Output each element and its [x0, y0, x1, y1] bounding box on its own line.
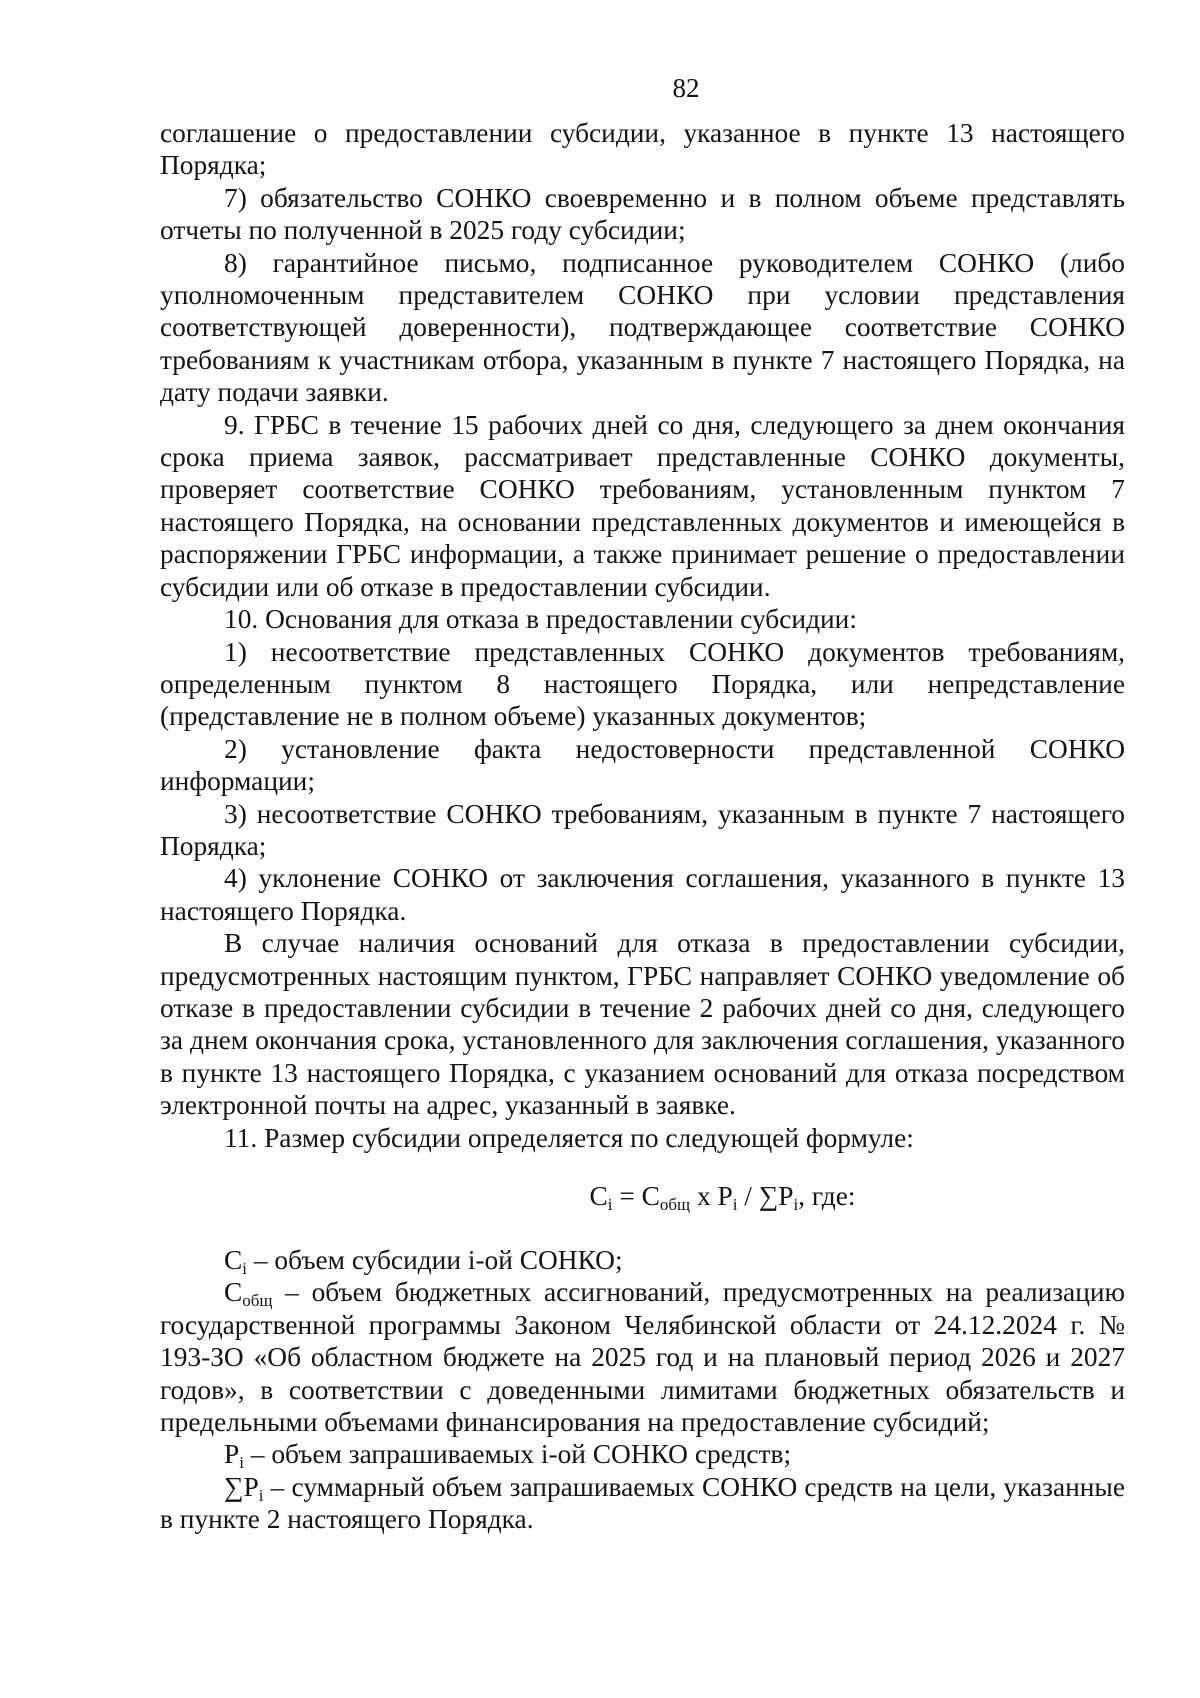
- definition-pi-sub: i: [239, 1453, 244, 1473]
- formula-sub-i-2: i: [732, 1194, 738, 1214]
- formula-eq: = C: [612, 1181, 660, 1211]
- definition-ci-sub: i: [242, 1258, 247, 1278]
- formula-c: C: [589, 1181, 608, 1211]
- paragraph-refusal-4: 4) уклонение СОНКО от заключения соглашения, указанного в пункте 13 настоящего Порядка.: [160, 863, 1125, 926]
- formula-sub-i-3: i: [793, 1194, 799, 1214]
- definition-pi-text: – объем запрашиваемых i-ой СОНКО средств;: [243, 1439, 792, 1470]
- paragraph-section-9: 9. ГРБС в течение 15 рабочих дней со дня, следующего за днем окончания срока приема заявок, рассматривает представленные СОНКО документы, проверяет соответствие СОНКО требованиям, установленным пунктом 7 настоящего Порядка, на основании представленных документов и имеющейся в распоряжении ГРБС информации, а также принимает решение о предоставлении субсидии или об отказе в предоставлении субсидии.: [160, 409, 1125, 602]
- paragraph-item-7: 7) обязательство СОНКО своевременно и в полном объеме представлять отчеты по полученной в 2025 году субсидии;: [160, 182, 1125, 246]
- formula-sub-i: i: [607, 1194, 613, 1214]
- paragraph-agreement-continuation: соглашение о предоставлении субсидии, указанное в пункте 13 настоящего Порядка;: [160, 118, 1125, 181]
- paragraph-refusal-notice: В случае наличия оснований для отказа в предоставлении субсидии, предусмотренных настоящим пунктом, ГРБС направляет СОНКО уведомление об отказе в предоставлении субсидии в течение 2 рабочих дней со дня, следующего за днем окончания срока, установленного для заключения соглашения, указанного в пункте 13 настоящего Порядка, с указанием оснований для отказа посредством электронной почты на адрес, указанный в заявке.: [160, 928, 1125, 1121]
- definition-cobsch-sub: общ: [242, 1291, 273, 1311]
- definition-sum-pi-text: – суммарный объем запрашиваемых СОНКО средств на цели, указанные в пункте 2 настоящего Порядка.: [160, 1471, 1125, 1535]
- document-body: [160, 117, 1125, 1536]
- definition-ci-symbol: C: [224, 1245, 243, 1275]
- paragraph-section-10: 10. Основания для отказа в предоставлении субсидии:: [224, 604, 857, 635]
- formula-sub-obsch: общ: [659, 1194, 691, 1214]
- definition-cobsch-symbol: C: [224, 1277, 243, 1308]
- page-number: 82: [672, 73, 700, 103]
- definition-sum-pi: [160, 1471, 1125, 1536]
- definition-ci-text: – объем субсидии i-ой СОНКО;: [247, 1245, 623, 1275]
- paragraph-refusal-2: 2) установление факта недостоверности представленной СОНКО информации;: [160, 733, 1125, 797]
- definition-pi-symbol: P: [224, 1439, 240, 1470]
- paragraph-refusal-3: 3) несоответствие СОНКО требованиям, указанным в пункте 7 настоящего Порядка;: [160, 798, 1125, 861]
- paragraph-section-11: 11. Размер субсидии определяется по следующей формуле:: [224, 1122, 914, 1153]
- formula-div-sum: / ∑P: [737, 1181, 794, 1211]
- subsidy-formula: [160, 1180, 1125, 1212]
- formula-tail: , где:: [798, 1181, 856, 1211]
- paragraph-item-8: 8) гарантийное письмо, подписанное руководителем СОНКО (либо уполномоченным представителем СОНКО при условии представления соответствующей доверенности), подтверждающее соответствие СОНКО требованиям к участникам отбора, указанным в пункте 7 настоящего Порядка, на дату подачи заявки.: [160, 247, 1125, 408]
- definition-cobsch-text: – объем бюджетных ассигнований, предусмотренных на реализацию государственной программы Законом Челябинской области от 24.12.2024 г. № 193-ЗО «Об областном бюджете на 2025 год и на плановый период 2026 и 2027 годов», в соответствии с доведенными лимитами бюджетных обязательств и предельными объемами финансирования на предоставление субсидий;: [160, 1277, 1125, 1438]
- formula-times-p: x P: [690, 1181, 733, 1211]
- definition-ci: [160, 1244, 1125, 1276]
- definition-cobsch: [160, 1276, 1125, 1438]
- definition-sum-pi-sub: i: [258, 1485, 264, 1505]
- paragraph-refusal-1: 1) несоответствие представленных СОНКО документов требованиям, определенным пунктом 8 настоящего Порядка, или непредставление (представление не в полном объеме) указанных документов;: [160, 636, 1125, 732]
- definition-pi: [160, 1438, 1125, 1473]
- definition-sum-pi-symbol: ∑P: [224, 1471, 259, 1502]
